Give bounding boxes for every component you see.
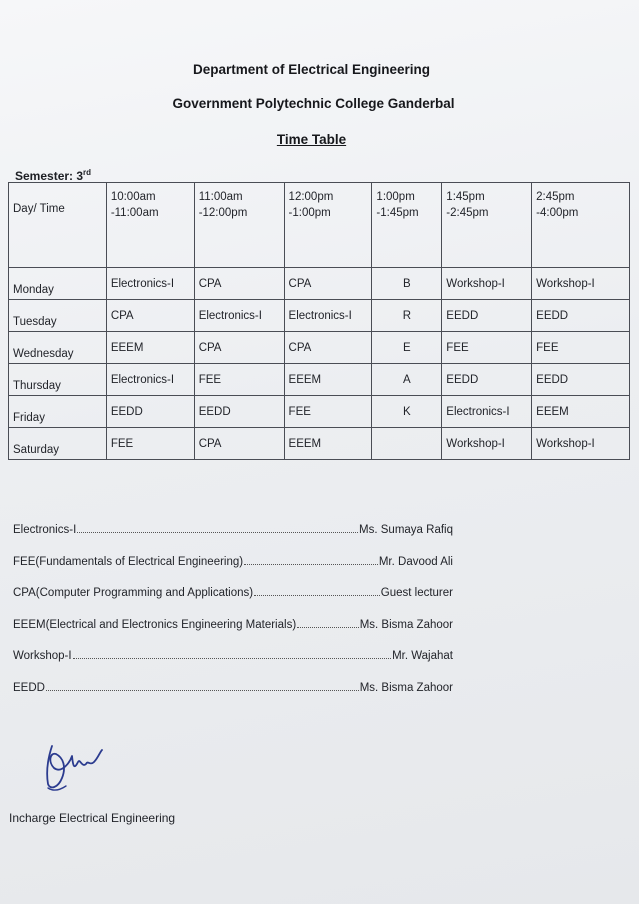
legend-row — [13, 587, 453, 599]
legend-row — [13, 650, 453, 662]
legend-row — [13, 619, 453, 631]
subject-cell: EEEM — [106, 332, 194, 364]
incharge-label: Incharge Electrical Engineering — [9, 811, 176, 825]
time-slot-header — [532, 183, 630, 268]
semester-label — [15, 168, 91, 183]
legend-teacher: Mr. Wajahat — [392, 650, 453, 662]
legend-subject: FEE(Fundamentals of Electrical Engineering) — [13, 556, 244, 568]
semester-suffix: rd — [83, 168, 92, 177]
slot-end: -1:45pm — [376, 207, 419, 219]
subject-cell: EEDD — [194, 396, 284, 428]
timetable — [8, 182, 630, 460]
subject-cell: CPA — [194, 428, 284, 460]
legend-subject: Workshop-I — [13, 650, 72, 662]
day-row — [9, 268, 630, 300]
time-slot-header — [194, 183, 284, 268]
leader-dots — [254, 595, 380, 596]
day-name: Tuesday — [9, 300, 107, 332]
subject-cell: CPA — [194, 332, 284, 364]
day-name: Saturday — [9, 428, 107, 460]
leader-dots — [297, 627, 359, 628]
subject-cell: Workshop-I — [532, 268, 630, 300]
subject-cell: Electronics-I — [106, 268, 194, 300]
subject-cell: Electronics-I — [284, 300, 372, 332]
subject-cell: FEE — [532, 332, 630, 364]
subject-cell: Workshop-I — [532, 428, 630, 460]
subject-cell: Workshop-I — [442, 428, 532, 460]
college-title: Government Polytechnic College Ganderbal — [172, 96, 455, 111]
slot-end: -2:45pm — [446, 207, 489, 219]
legend-subject: EEEM(Electrical and Electronics Engineering Materials) — [13, 619, 297, 631]
day-row — [9, 332, 630, 364]
slot-start: 1:00pm — [376, 191, 415, 203]
legend-teacher: Ms. Bisma Zahoor — [359, 619, 453, 631]
legend-teacher: Ms. Sumaya Rafiq — [359, 524, 453, 536]
legend-row — [13, 682, 453, 694]
legend-teacher: Ms. Bisma Zahoor — [359, 682, 453, 694]
slot-end: -1:00pm — [288, 207, 331, 219]
legend-row — [13, 556, 453, 568]
time-slot-header — [106, 183, 194, 268]
subject-cell: CPA — [194, 268, 284, 300]
break-cell — [372, 428, 442, 460]
subject-cell: EEDD — [442, 300, 532, 332]
leader-dots — [73, 658, 391, 659]
subject-cell: EEDD — [442, 364, 532, 396]
subject-cell: FEE — [194, 364, 284, 396]
day-name: Wednesday — [9, 332, 107, 364]
slot-end: -12:00pm — [198, 207, 248, 219]
break-cell: K — [372, 396, 442, 428]
subject-cell: FEE — [442, 332, 532, 364]
leader-dots — [244, 564, 378, 565]
department-title: Department of Electrical Engineering — [192, 62, 431, 77]
subject-cell: CPA — [284, 268, 372, 300]
subject-cell: EEEM — [284, 364, 372, 396]
subject-cell: Electronics-I — [442, 396, 532, 428]
subject-cell: EEDD — [532, 364, 630, 396]
leader-dots — [46, 690, 359, 691]
legend-subject: Electronics-I — [13, 524, 77, 536]
slot-end: -11:00am — [110, 207, 159, 219]
legend-teacher: Guest lecturer — [380, 587, 453, 599]
subject-cell: EEEM — [532, 396, 630, 428]
subject-cell: Workshop-I — [442, 268, 532, 300]
day-row — [9, 364, 630, 396]
signature-image — [40, 738, 110, 794]
day-row — [9, 428, 630, 460]
document-title: Time Table — [276, 132, 347, 147]
legend-row — [13, 524, 453, 536]
subject-cell: Electronics-I — [106, 364, 194, 396]
time-slot-header — [284, 183, 372, 268]
slot-start: 12:00pm — [288, 191, 334, 203]
time-slot-header — [372, 183, 442, 268]
header-row — [9, 183, 630, 268]
subject-cell: EEEM — [284, 428, 372, 460]
day-name: Thursday — [9, 364, 107, 396]
legend-subject: CPA(Computer Programming and Applications) — [13, 587, 254, 599]
subject-cell: EEDD — [532, 300, 630, 332]
leader-dots — [77, 532, 358, 533]
slot-start: 2:45pm — [536, 191, 575, 203]
day-name: Monday — [9, 268, 107, 300]
slot-start: 1:45pm — [446, 191, 485, 203]
break-cell: R — [372, 300, 442, 332]
slot-start: 11:00am — [198, 191, 243, 203]
time-slot-header — [442, 183, 532, 268]
subject-cell: EEDD — [106, 396, 194, 428]
slot-start: 10:00am — [110, 191, 156, 203]
subject-cell: FEE — [284, 396, 372, 428]
subject-cell: CPA — [106, 300, 194, 332]
break-cell: E — [372, 332, 442, 364]
corner-cell: Day/ Time — [9, 183, 107, 268]
day-row — [9, 300, 630, 332]
legend-teacher: Mr. Davood Ali — [378, 556, 453, 568]
legend-subject: EEDD — [13, 682, 45, 694]
break-cell: A — [372, 364, 442, 396]
subject-cell: FEE — [106, 428, 194, 460]
day-row — [9, 396, 630, 428]
slot-end: -4:00pm — [536, 207, 579, 219]
break-cell: B — [372, 268, 442, 300]
subject-cell: Electronics-I — [194, 300, 284, 332]
day-name: Friday — [9, 396, 107, 428]
subject-cell: CPA — [284, 332, 372, 364]
semester-text: Semester: 3 — [15, 169, 84, 183]
